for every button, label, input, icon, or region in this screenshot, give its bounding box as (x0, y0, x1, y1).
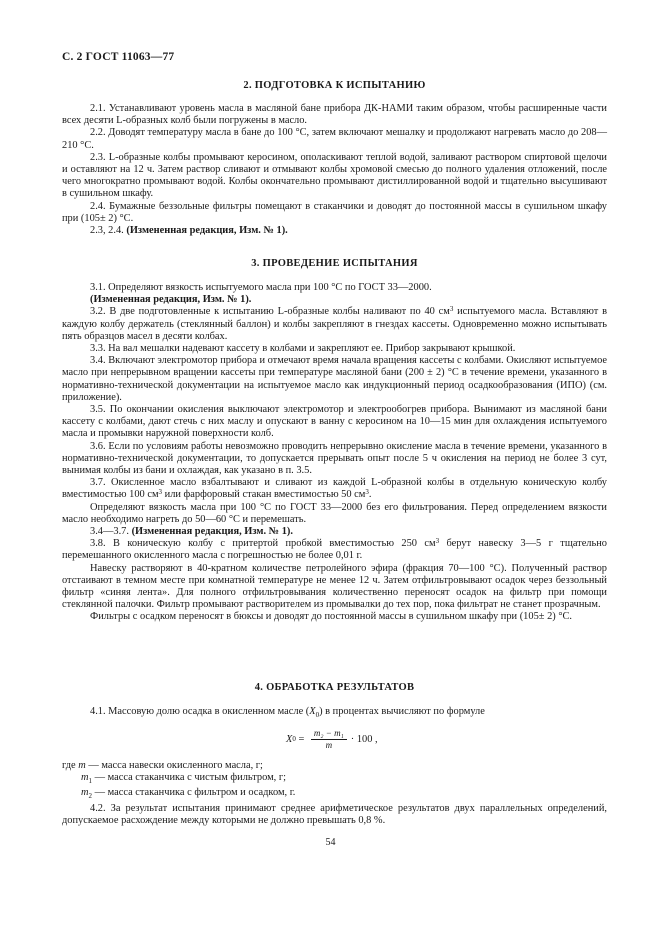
paragraph-3-5: 3.5. По окончании окисления выключают электромотор и электрообогрев прибора. Вынимают из масляной бани кассету с колбами, дают стечь с них маслу и опускают в ванну с керосином на 10—15 мин для охлаждения испытуемого масла и промывки наружной поверхности колб. (62, 404, 607, 440)
section-4-body (62, 760, 607, 827)
where-m: где m — масса навески окисленного масла, г; (62, 760, 263, 771)
paragraph-3-7-viscosity: Определяют вязкость масла при 100 °С по ГОСТ 33—2000 без его фильтрования. Перед определением вязкости масло необходимо нагреть до 50—60 °С и перемешать. (62, 501, 607, 525)
paragraph-3-8-dissolve: Навеску растворяют в 40-кратном количестве петролейного эфира (фракция 70—100 °С). Полученный раствор отстаивают в темном месте при комнатной температуре не менее 12 ч. Затем отфильтровывают осадок через беззольный фильтр «синяя лента». Для полного отфильтровывания количественно переносят осадок на фильтр при помощи стеклянной палочки. Фильтр промывают растворителем из промывалки до тех пор, пока фильтрат не станет прозрачным. (62, 562, 607, 611)
page-number: 54 (325, 837, 336, 848)
amendment-note-2: 2.3, 2.4. (Измененная редакция, Изм. № 1). (90, 225, 288, 237)
amendment-note-3-1: (Измененная редакция, Изм. № 1). (90, 294, 252, 306)
paragraph-2-1: 2.1. Устанавливают уровень масла в масляной бане прибора ДК-НАМИ таким образом, чтобы расширенные части всех десяти L-образных колб были погружены в масло. (62, 103, 607, 127)
paragraph-2-3: 2.3. L-образные колбы промывают керосином, ополаскивают теплой водой, заливают раствором спиртовой щелочи и оставляют на 12 ч. Затем раствор сливают и отмывают колбы хромовой смесью до полного удаления отложений, после чего многократно промывают водой. Колбы окончательно промывают дистиллированной водой и тщательно высушивают в сушильном шкафу. (62, 151, 607, 200)
paragraph-3-2: 3.2. В две подготовленные к испытанию L-образные колбы наливают по 40 $см^3$ испытуемого масла. Вставляют в каждую колбу держатель (стеклянный баллон) и колбы закрепляют в гнездах кассеты. Одновременно можно испытывать пять образцов масел в десяти колбах. (62, 305, 607, 342)
page-header: С. 2 ГОСТ 11063—77 (62, 51, 175, 63)
section-3-body (62, 282, 607, 624)
section-4-intro (62, 706, 607, 721)
where-m1: $m_1$ — масса стаканчика с чистым фильтром, г; (81, 772, 287, 786)
formula-x0: X 0 = $\frac{\text{m₂ − m₁}}{m}$ · 100 , (286, 727, 378, 750)
paragraph-3-8-filters: Фильтры с осадком переносят в бюксы и доводят до постоянной массы в сушильном шкафу при (105± 2) °С. (90, 611, 573, 623)
paragraph-3-7: 3.7. Окисленное масло взбалтывают и сливают из каждой L-образной колбы в отдельную коническую колбу вместимостью 100 $см^3$ или фарфоровый стакан вместимостью 50 $см^3$. (62, 477, 607, 501)
paragraph-3-1: 3.1. Определяют вязкость испытуемого масла при 100 °С по ГОСТ 33—2000. (90, 282, 432, 293)
paragraph-2-4: 2.4. Бумажные беззольные фильтры помещают в стаканчики и доводят до постоянной массы в сушильном шкафу при (105± 2) °С. (62, 200, 607, 224)
paragraph-2-2: 2.2. Доводят температуру масла в бане до 100 °С, затем включают мешалку и продолжают нагревать масло до 208—210 °С. (62, 127, 607, 151)
formula-fraction: $\frac{\text{m₂ − m₁}}{m}$ (311, 728, 347, 751)
paragraph-4-2: 4.2. За результат испытания принимают среднее арифметическое результатов двух параллельных определений, допускаемое расхождение между которыми не должно превышать 0,8 %. (62, 802, 607, 826)
paragraph-3-3: 3.3. На вал мешалки надевают кассету в колбами и закрепляют ее. Прибор закрывают крышкой. (90, 343, 516, 355)
paragraph-3-8: 3.8. В коническую колбу с притертой пробкой вместимостью 250 $см^3$ берут навеску 3—5 г тщательно перемешанного окисленного масла с погрешностью не более 0,01 г. (62, 537, 607, 562)
paragraph-3-6: 3.6. Если по условиям работы невозможно проводить непрерывно окисление масла в течение времени, указанного в нормативно-технической документации, то допускается прерывать опыт после 5 ч окисления на период не более 3 сут, вынимая колбы из бани и охлаждая, как указано в п. 3.5. (62, 440, 607, 477)
paragraph-3-4: 3.4. Включают электромотор прибора и отмечают время начала вращения кассеты с колбами. Окисляют испытуемое масло при непрерывном вращении кассеты при температуре масляной бани (200 ± 2) °С в течение времени, указанного в нормативно-технической документации на испытуемое масло как индукционный период осадкообразования (ИПО) (см. приложение). (62, 355, 607, 403)
section-2-body (62, 103, 607, 237)
section-2-title: 2. ПОДГОТОВКА К ИСПЫТАНИЮ (243, 80, 426, 91)
paragraph-4-1: 4.1. Массовую долю осадка в окисленном масле $(X_0)$ в процентах вычисляют по формуле (90, 706, 485, 720)
where-m2: $m_2$ — масса стаканчика с фильтром и осадком, г. (81, 787, 296, 801)
section-4-title: 4. ОБРАБОТКА РЕЗУЛЬТАТОВ (254, 682, 415, 693)
section-3-title: 3. ПРОВЕДЕНИЕ ИСПЫТАНИЯ (251, 258, 418, 269)
amendment-note-3-4-3-7: 3.4—3.7. (Измененная редакция, Изм. № 1). (90, 526, 293, 538)
